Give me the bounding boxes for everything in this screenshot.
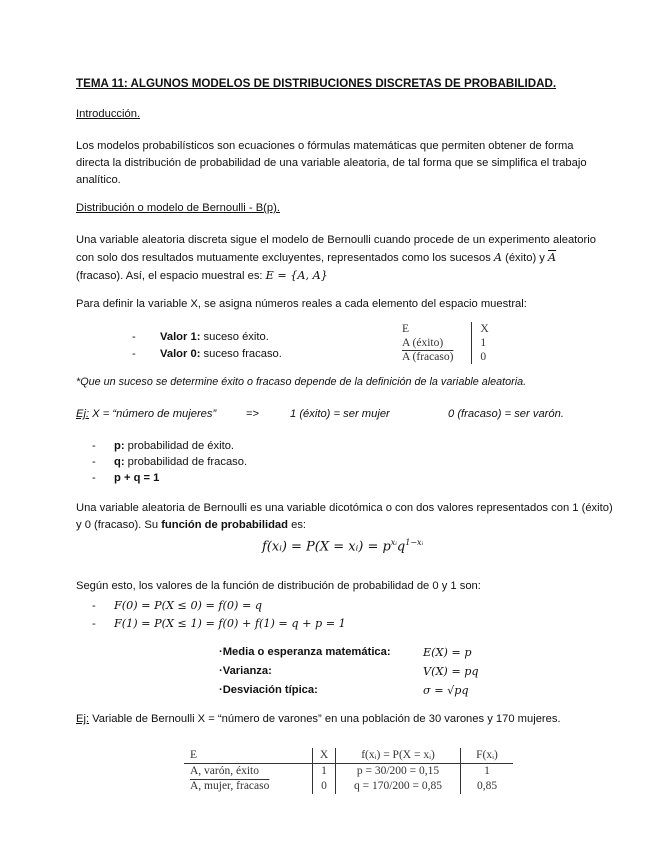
- table-header: X: [313, 748, 336, 764]
- bernoulli-heading: Distribución o modelo de Bernoulli - B(p).: [76, 202, 280, 214]
- stat-std-dev: ·Desviación típica: σ = √pq: [219, 684, 469, 697]
- table-header: X: [480, 323, 489, 335]
- list-item: - F(0) = P(X ≤ 0) = f(0) = q: [92, 599, 263, 612]
- bernoulli-example-table: [184, 748, 513, 794]
- outcome-table: [396, 322, 495, 364]
- stat-variance: ·Varianza: V(X) = pq: [219, 665, 479, 678]
- list-item: - Valor 1: suceso éxito.: [132, 331, 269, 343]
- failure-definition: 0 (fracaso) = ser varón.: [448, 408, 564, 420]
- table-row: A (fracaso) 0: [396, 350, 495, 364]
- event-a-bar: $\overline{A}$: [548, 251, 557, 264]
- dichotomic-paragraph: Una variable aleatoria de Bernoulli es una variable dicotómica o con dos valores representados con 1 (éxito) y 0 (fracaso). Su función de probabilidad es:: [76, 502, 613, 531]
- list-item: - Valor 0: suceso fracaso.: [132, 348, 282, 360]
- bernoulli-text-a: Una variable aleatoria discreta sigue el modelo de Bernoulli cuando procede de un experimento aleatorio con solo dos resultados mutuamente excluyentes, representados como los sucesos: [76, 234, 596, 264]
- list-item: - p + q = 1: [92, 472, 160, 484]
- list-item: - p: probabilidad de éxito.: [92, 440, 235, 452]
- table-header: F(xᵢ): [461, 748, 514, 764]
- arrow: =>: [246, 408, 260, 420]
- table-header: f(xᵢ) = P(X = xᵢ): [361, 749, 435, 761]
- intro-paragraph: Los modelos probabilísticos son ecuaciones o fórmulas matemáticas que permiten obtener de forma directa la distribución de probabilidad de una variable aleatoria, de tal forma que se simplifica el trabajo analítico.: [76, 140, 587, 186]
- table-header: E: [396, 322, 472, 336]
- example-1: Ej: X = “número de mujeres” => 1 (éxito) = ser mujer 0 (fracaso) = ser varón.: [76, 408, 564, 420]
- table-header: E: [190, 749, 198, 761]
- note-text: *Que un suceso se determine éxito o fracaso depende de la definición de la variable aleatoria.: [76, 376, 527, 388]
- sample-space-formula: E = {A, A}: [265, 269, 328, 282]
- page-title: TEMA 11: ALGUNOS MODELOS DE DISTRIBUCIONES DISCRETAS DE PROBABILIDAD.: [76, 77, 557, 90]
- table-row: A, varón, éxito 1 p = 30/200 = 0,15 1: [184, 764, 513, 780]
- stat-mean: ·Media o esperanza matemática: E(X) = p: [219, 646, 472, 659]
- example-2: Ej: Variable de Bernoulli X = “número de varones” en una población de 30 varones y 170 mujeres.: [76, 713, 561, 725]
- table-row: A, mujer, fracaso 0 q = 170/200 = 0,85 0,85: [184, 779, 513, 794]
- list-item: - q: probabilidad de fracaso.: [92, 456, 248, 468]
- define-variable-text: Para definir la variable X, se asigna números reales a cada elemento del espacio muestral:: [76, 298, 527, 310]
- probability-list: [92, 438, 247, 486]
- cdf-intro: Según esto, los valores de la función de distribución de probabilidad de 0 y 1 son:: [76, 580, 481, 592]
- bernoulli-paragraph: [76, 232, 606, 285]
- pmf-formula: f(xᵢ) = P(X = xᵢ) = $p^{xᵢ}q^{1-xᵢ}$: [262, 538, 424, 555]
- event-a: A: [493, 251, 502, 264]
- value-list: [132, 329, 282, 363]
- table-row: A (éxito) 1: [396, 336, 495, 350]
- stats-block: [219, 643, 499, 700]
- success-definition: 1 (éxito) = ser mujer: [290, 408, 390, 420]
- bernoulli-text-c: (fracaso). Así, el espacio muestral es:: [76, 270, 266, 282]
- intro-heading: Introducción.: [76, 108, 141, 120]
- bernoulli-text-b: (éxito) y: [502, 252, 549, 264]
- list-item: - F(1) = P(X ≤ 1) = f(0) + f(1) = q + p = 1: [92, 617, 346, 630]
- cdf-list: [92, 597, 346, 633]
